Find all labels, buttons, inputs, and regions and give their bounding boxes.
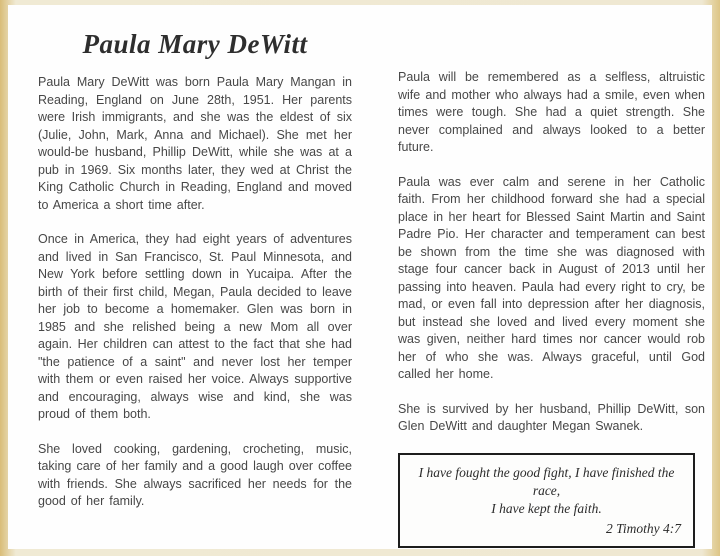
quote-line-2: I have kept the faith. bbox=[491, 500, 602, 516]
quote-attribution: 2 Timothy 4:7 bbox=[605, 520, 681, 536]
page-title: Paula Mary DeWitt bbox=[82, 29, 308, 59]
survived-by-paragraph: She is survived by her husband, Phillip DeWitt, son Glen DeWitt and daughter Megan Swanek. bbox=[398, 401, 705, 433]
biography-paragraph-birth: Paula Mary DeWitt was born Paula Mary Mangan in Reading, England on June 28th, 1951. Her parents were Irish immigrants, and she was the eldest of six (Julie, John, Mark, Anna and Michael). She met her would-be husband, Phillip DeWitt, while she was at a pub in 1969. Six months later, they wed at Christ the King Catholic Church in Reading, England and moved to America a short time after. bbox=[38, 75, 352, 212]
left-column bbox=[38, 23, 352, 549]
obituary-page bbox=[8, 5, 712, 549]
scripture-quote-box bbox=[398, 453, 695, 548]
biography-paragraph-hobbies: She loved cooking, gardening, crocheting, music, taking care of her family and a good laugh over coffee with friends. She always sacrificed her needs for the good of her family. bbox=[38, 441, 352, 508]
biography-paragraph-america: Once in America, they had eight years of adventures and lived in San Francisco, St. Paul Minnesota, and New York before settling down in Yucaipa. After the birth of their first child, Megan, Paula decided to leave her job to become a homemaker. Glen was born in 1985 and she relished being a new Mom all over again. Her children can attest to the fact that she had "the patience of a saint" and never lost her temper with them or even raised her voice. Always supportive and encouraging, always wise and kind, she was proud of them both. bbox=[38, 232, 352, 421]
right-column bbox=[398, 23, 705, 549]
remembrance-paragraph: Paula will be remembered as a selfless, altruistic wife and mother who always had a smile, even when times were tough. She had a quiet strength. She never complained and always looked to a better future. bbox=[398, 70, 705, 154]
faith-paragraph: Paula was ever calm and serene in her Catholic faith. From her childhood forward she had a special place in her heart for Blessed Saint Martin and Saint Padre Pio. Her character and temperament can best be shown from the time she was diagnosed with stage four cancer back in August of 2013 until her passing into heaven. Paula had every right to cry, be mad, or even fall into depression after her diagnosis, but instead she loved and lived every moment she was given, neither hard times nor cancer would rob her of who she was. Always graceful, until God called her home. bbox=[398, 174, 705, 381]
quote-line-1: I have fought the good fight, I have finished the race, bbox=[418, 464, 675, 498]
